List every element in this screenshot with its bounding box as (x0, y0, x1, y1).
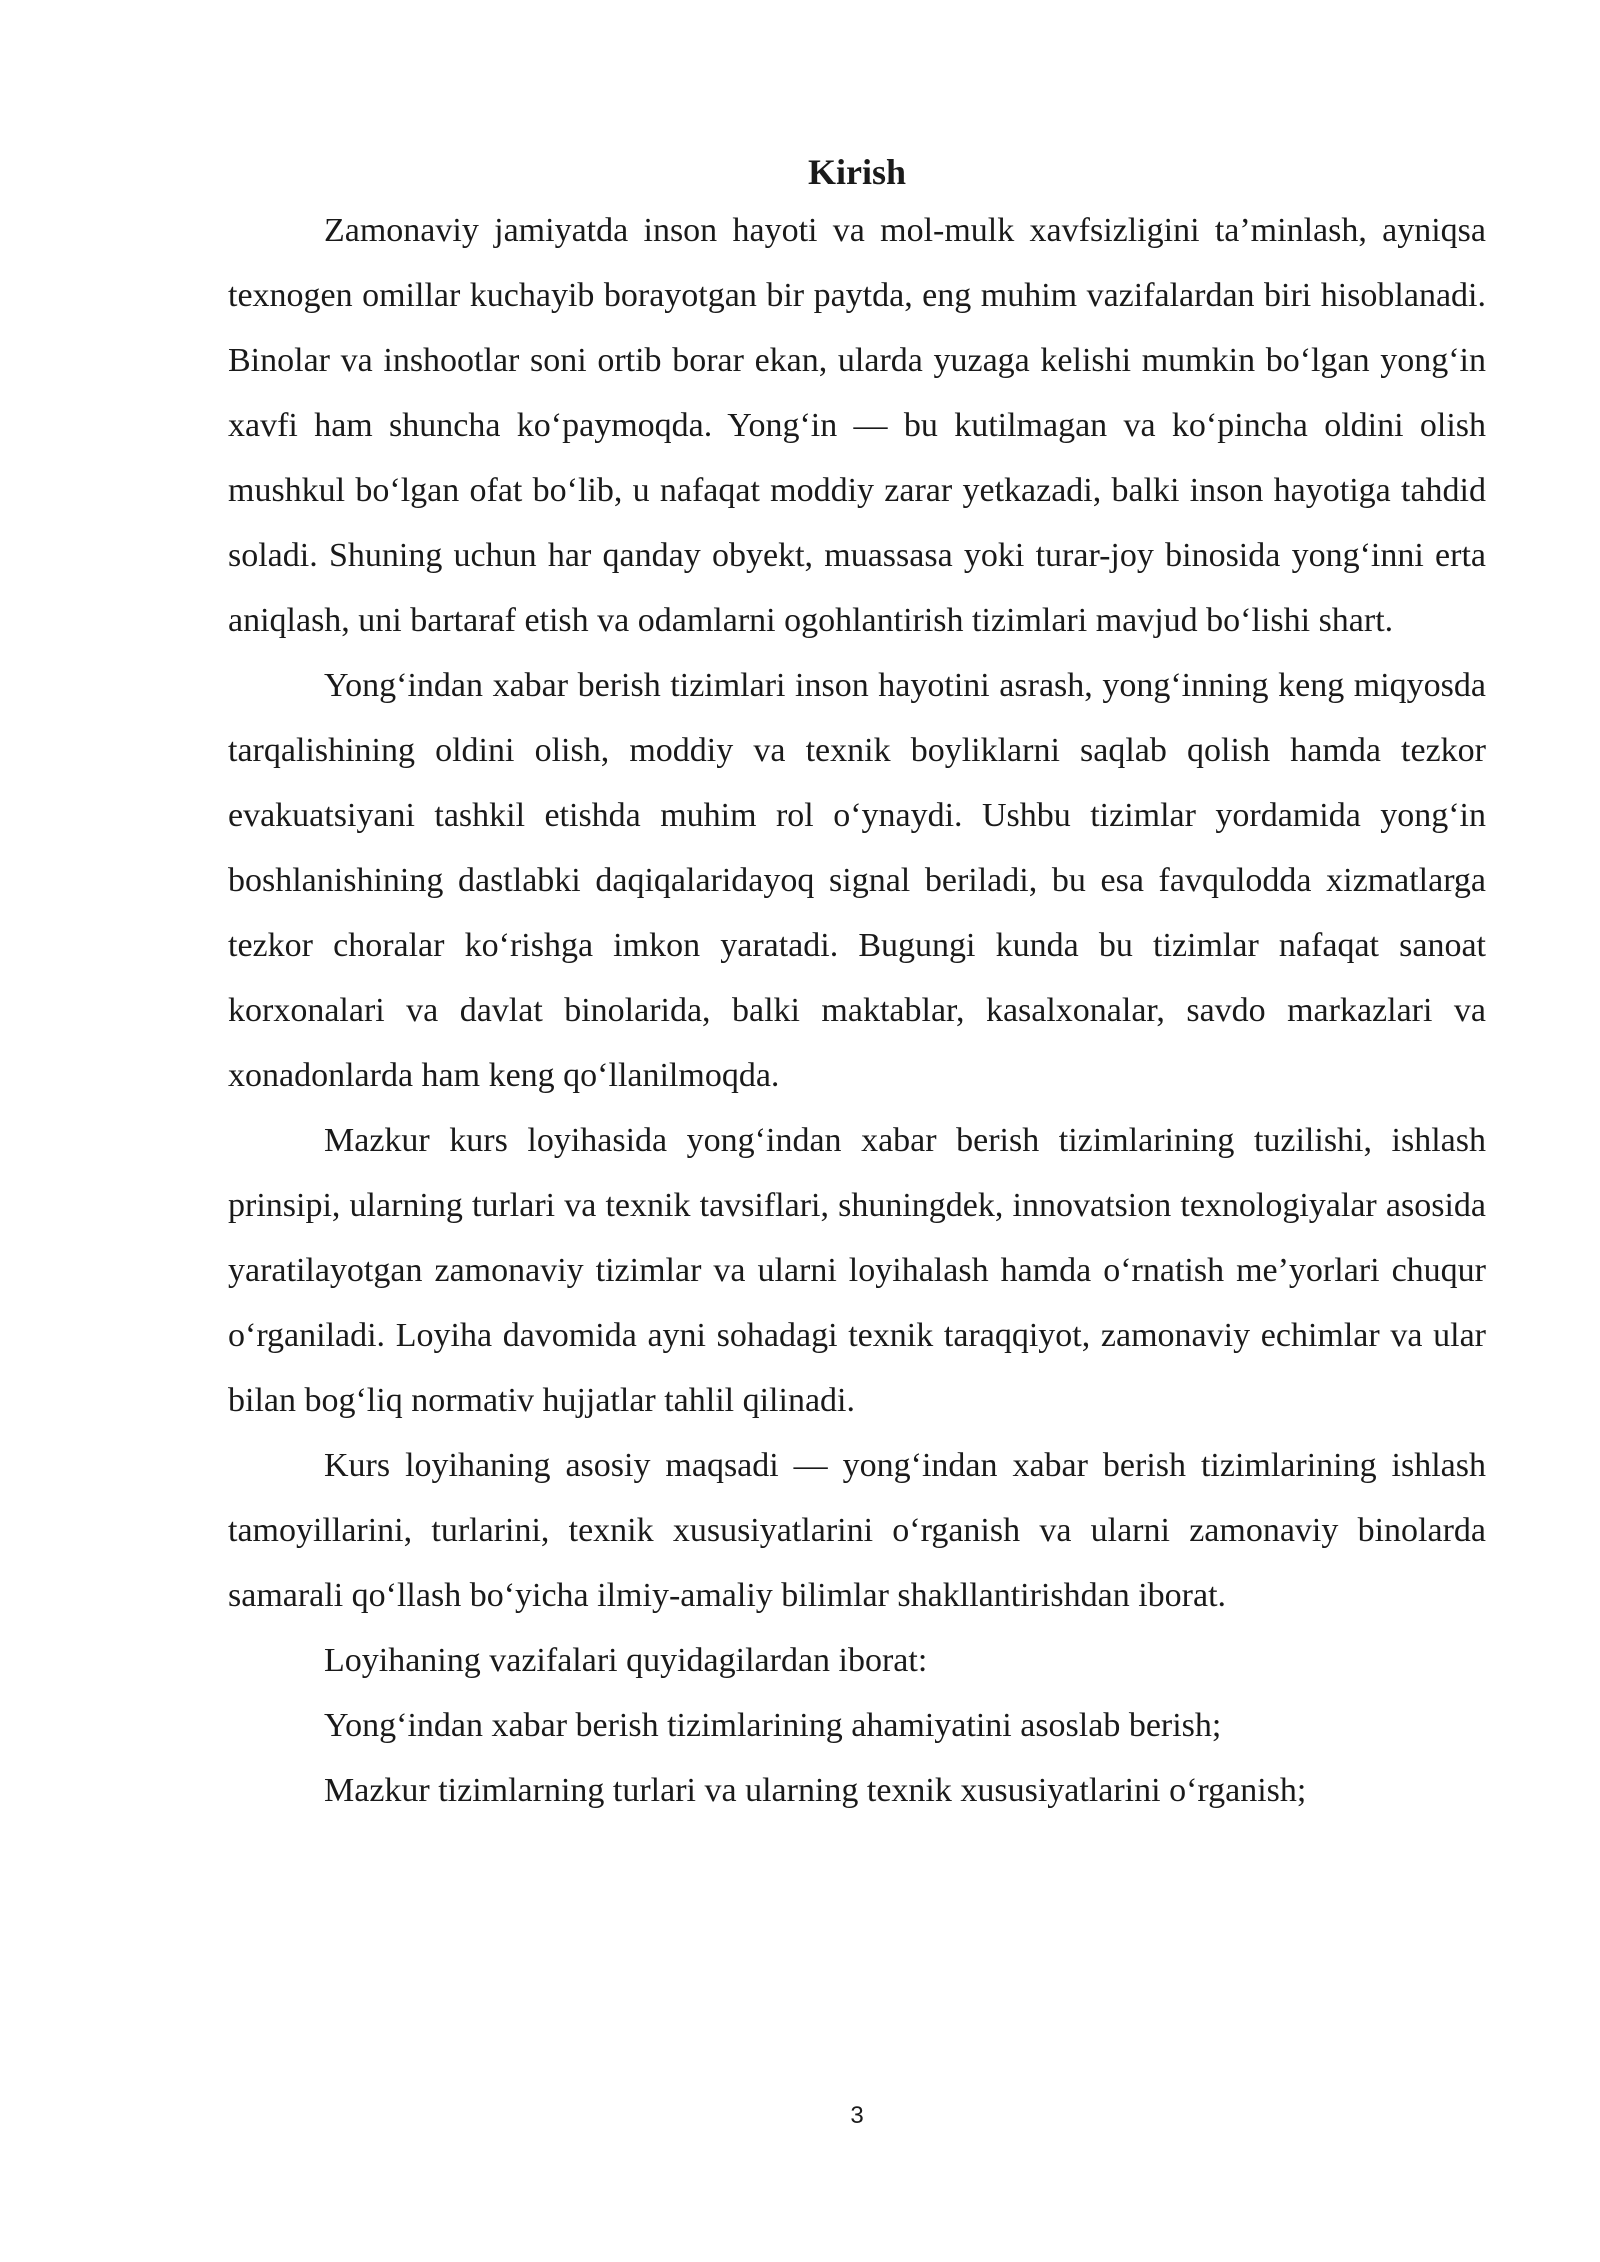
page-content (228, 146, 1486, 1823)
paragraph: Zamonaviy jamiyatda inson hayoti va mol-mulk xavfsizligini ta’minlash, ayniqsa texnogen omillar kuchayib borayotgan bir paytda, eng muhim vazifalardan biri hisoblanadi. Binolar va inshootlar soni ortib borar ekan, ularda yuzaga kelishi mumkin bo‘lgan yong‘in xavfi ham shuncha ko‘paymoqda. Yong‘in — bu kutilmagan va ko‘pincha oldini olish mushkul bo‘lgan ofat bo‘lib, u nafaqat moddiy zarar yetkazadi, balki inson hayotiga tahdid soladi. Shuning uchun har qanday obyekt, muassasa yoki turar-joy binosida yong‘inni erta aniqlash, uni bartaraf etish va odamlarni ogohlantirish tizimlari mavjud bo‘lishi shart. (228, 212, 1486, 639)
paragraph: Mazkur kurs loyihasida yong‘indan xabar berish tizimlarining tuzilishi, ishlash prinsipi, ularning turlari va texnik tavsiflari, shuningdek, innovatsion texnologiyalar asosida yaratilayotgan zamonaviy tizimlar va ularni loyihalash hamda o‘rnatish me’yorlari chuqur o‘rganiladi. Loyiha davomida ayni sohadagi texnik taraqqiyot, zamonaviy echimlar va ular bilan bog‘liq normativ hujjatlar tahlil qilinadi. (228, 1122, 1486, 1419)
page-number: 3 (850, 2102, 864, 2129)
list-item: Yong‘indan xabar berish tizimlarining ahamiyatini asoslab berish; (324, 1707, 1222, 1744)
paragraph: Kurs loyihaning asosiy maqsadi — yong‘indan xabar berish tizimlarining ishlash tamoyillarini, turlarini, texnik xususiyatlarini o‘rganish va ularni zamonaviy binolarda samarali qo‘llash bo‘yicha ilmiy-amaliy bilimlar shakllantirishdan iborat. (228, 1447, 1486, 1614)
paragraph: Yong‘indan xabar berish tizimlari inson hayotini asrash, yong‘inning keng miqyosda tarqalishining oldini olish, moddiy va texnik boyliklarni saqlab qolish hamda tezkor evakuatsiyani tashkil etishda muhim rol o‘ynaydi. Ushbu tizimlar yordamida yong‘in boshlanishining dastlabki daqiqalaridayoq signal beriladi, bu esa favqulodda xizmatlarga tezkor choralar ko‘rishga imkon yaratadi. Bugungi kunda bu tizimlar nafaqat sanoat korxonalari va davlat binolarida, balki maktablar, kasalxonalar, savdo markazlari va xonadonlarda ham keng qo‘llanilmoqda. (228, 667, 1486, 1094)
list-intro: Loyihaning vazifalari quyidagilardan iborat: (324, 1642, 928, 1679)
list-item: Mazkur tizimlarning turlari va ularning texnik xususiyatlarini o‘rganish; (324, 1772, 1307, 1809)
section-heading: Kirish (807, 152, 906, 192)
